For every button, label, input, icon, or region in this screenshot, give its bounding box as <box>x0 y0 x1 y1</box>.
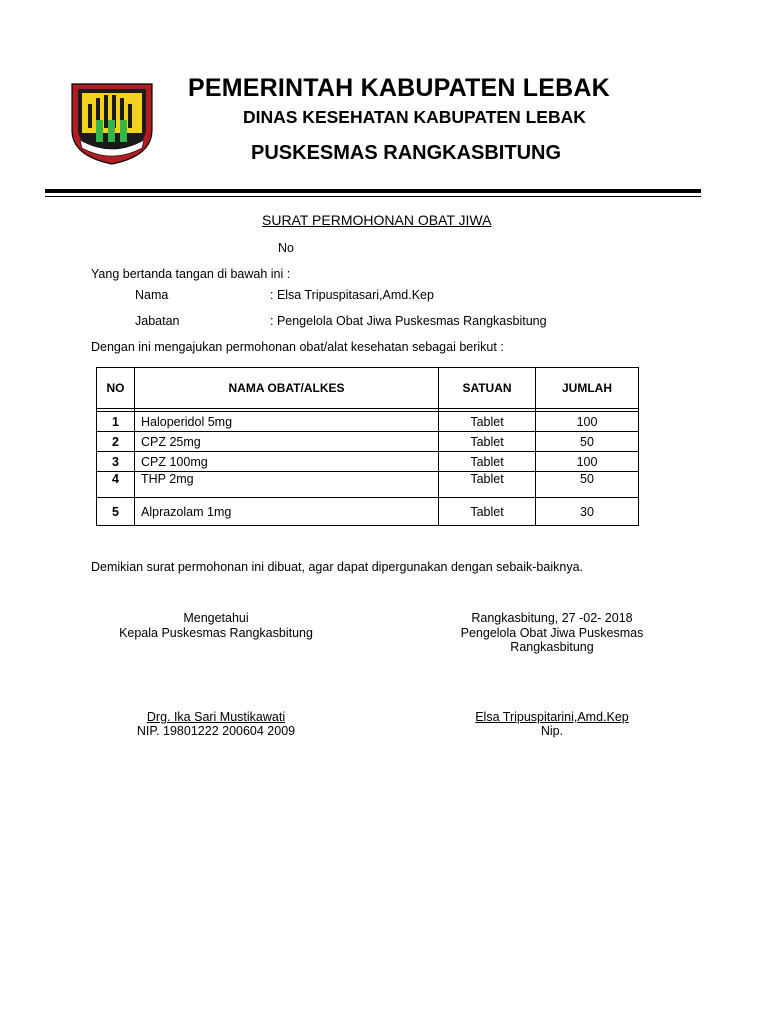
table-header-row <box>97 368 639 409</box>
row-unit: Tablet <box>439 452 536 472</box>
row-no: 1 <box>97 412 135 432</box>
sign-right-nip: Nip. <box>540 724 564 738</box>
row-unit: Tablet <box>439 412 536 432</box>
row-qty: 50 <box>536 472 639 498</box>
letter-title: SURAT PERMOHONAN OBAT JIWA <box>262 212 492 228</box>
header-no: NO <box>97 368 135 409</box>
header-unit: SATUAN <box>439 368 536 409</box>
closing-text: Demikian surat permohonan ini dibuat, agar dapat dipergunakan dengan sebaik-baiknya. <box>91 560 583 574</box>
field-value-jabatan: : Pengelola Obat Jiwa Puskesmas Rangkasbitung <box>270 314 547 328</box>
table-row <box>97 498 639 526</box>
row-qty: 30 <box>536 498 639 526</box>
table-row <box>97 412 639 432</box>
sign-left-position: Kepala Puskesmas Rangkasbitung <box>119 626 313 640</box>
sign-left-acknowledged: Mengetahui <box>183 611 249 625</box>
row-qty: 100 <box>536 452 639 472</box>
header-puskesmas: PUSKESMAS RANGKASBITUNG <box>251 142 562 164</box>
sign-right-name: Elsa Tripuspitarini,Amd.Kep <box>475 710 629 724</box>
sign-right-position-line2: Rangkasbitung <box>510 640 594 654</box>
sign-left-nip: NIP. 19801222 200604 2009 <box>136 724 296 738</box>
row-no: 4 <box>97 472 135 498</box>
table-row <box>97 472 639 498</box>
header-divider-thick <box>45 189 701 193</box>
row-name: CPZ 25mg <box>135 432 439 452</box>
medication-table <box>96 367 639 526</box>
header-divider-thin <box>45 196 701 197</box>
sign-right-place-date: Rangkasbitung, 27 -02- 2018 <box>471 611 633 625</box>
row-name: CPZ 100mg <box>135 452 439 472</box>
row-name: THP 2mg <box>135 472 439 498</box>
row-no: 5 <box>97 498 135 526</box>
field-label-jabatan: Jabatan <box>135 314 180 328</box>
header-qty: JUMLAH <box>536 368 639 409</box>
sign-left-name: Drg. Ika Sari Mustikawati <box>146 710 286 724</box>
row-unit: Tablet <box>439 498 536 526</box>
row-no: 3 <box>97 452 135 472</box>
header-department: DINAS KESEHATAN KABUPATEN LEBAK <box>243 107 586 127</box>
table-row <box>97 432 639 452</box>
regency-logo <box>66 78 158 168</box>
letter-number-label: No <box>278 241 294 255</box>
row-no: 2 <box>97 432 135 452</box>
field-value-nama: : Elsa Tripuspitasari,Amd.Kep <box>270 288 434 302</box>
row-name: Haloperidol 5mg <box>135 412 439 432</box>
row-name: Alprazolam 1mg <box>135 498 439 526</box>
row-qty: 100 <box>536 412 639 432</box>
header-government: PEMERINTAH KABUPATEN LEBAK <box>188 74 610 102</box>
row-qty: 50 <box>536 432 639 452</box>
row-unit: Tablet <box>439 472 536 498</box>
table-row <box>97 452 639 472</box>
row-unit: Tablet <box>439 432 536 452</box>
header-name: NAMA OBAT/ALKES <box>135 368 439 409</box>
sign-right-position: Pengelola Obat Jiwa Puskesmas <box>460 626 644 640</box>
request-intro: Dengan ini mengajukan permohonan obat/alat kesehatan sebagai berikut : <box>91 340 504 354</box>
field-label-nama: Nama <box>135 288 169 302</box>
letter-intro: Yang bertanda tangan di bawah ini : <box>91 267 291 281</box>
